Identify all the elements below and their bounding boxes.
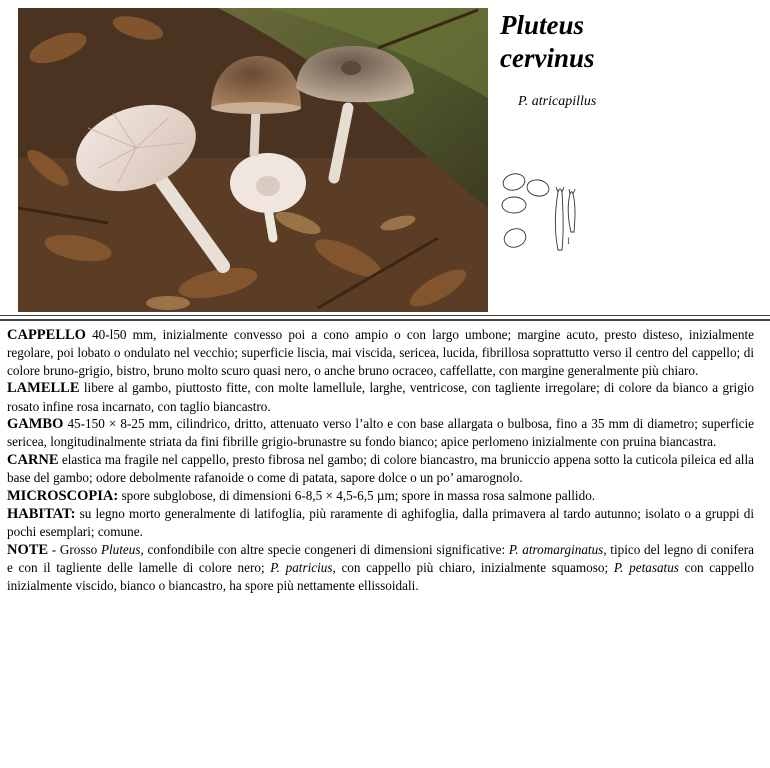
synonym-name: P. atricapillus — [518, 94, 597, 109]
spore-4 — [502, 226, 529, 250]
lamelle-heading: LAMELLE — [7, 380, 80, 397]
lamelle-text: libere al gambo, piuttosto fitte, con molte lamellule, larghe, ventricose, con tagliente irregolare; di colore da bianco a grigio rosato infine rosa incarnato, con taglio biancastro. — [7, 380, 754, 414]
separator-line-bottom — [0, 319, 770, 321]
scale-bar-label: I — [567, 236, 570, 246]
cappello-heading: CAPPELLO — [7, 327, 86, 343]
habitat-text: su legno morto generalmente di latifoglia, più raramente di aghifoglia, dalla primavera al tardo autunno; isolato o a gruppi di pochi esemplari; comune. — [7, 506, 754, 540]
section-carne — [7, 451, 754, 487]
species-title — [500, 9, 595, 75]
note-text: - Grosso — [48, 541, 101, 557]
note-text: , tipico del legno di conifera e con il tagliente delle lamelle di colore nero; — [7, 541, 754, 576]
note-text: , confondibile con altre specie congeneri di dimensioni significative: — [140, 541, 509, 557]
note-heading: NOTE — [7, 541, 49, 558]
note-text: con cappello inizialmente viscido, bianco o biancastro, ha spore più nettamente ellissoidali. — [7, 560, 754, 593]
carne-heading: CARNE — [7, 451, 59, 468]
mushroom-photo — [18, 8, 488, 312]
spore-3 — [502, 197, 526, 213]
microscopia-heading: MICROSCOPIA: — [7, 487, 119, 504]
section-microscopia — [7, 487, 754, 505]
gambo-text: 45-150 × 8-25 mm, cilindrico, dritto, attenuato verso l’alto e con base allargata o bulbosa, fino a 35 mm di diametro; superficie sericea, longitudinalmente striata da fini fibrille grigio-brunastre su fondo bianco; apice perlomeno inizialmente con pruina biancastra. — [7, 416, 754, 450]
carne-text: elastica ma fragile nel cappello, presto fibrosa nel gambo; di colore biancastro, ma bruniccio appena sotto la cuticola pileica ed alla base del gambo; odore debolmente rafanoide o come di patata, sapore dolce o un po’ amarognolo. — [7, 451, 754, 486]
cystidium-2 — [568, 192, 575, 232]
spore-1 — [501, 171, 526, 192]
section-gambo — [7, 415, 754, 451]
genus-name: Pluteus — [500, 10, 585, 40]
microscopia-text: spore subglobose, di dimensioni 6-8,5 × 4,5-6,5 µm; spore in massa rosa salmone pallido. — [118, 487, 596, 503]
section-cappello — [7, 326, 754, 379]
section-note — [7, 541, 754, 594]
note-taxon: P. petasatus — [613, 560, 679, 576]
section-lamelle — [7, 379, 754, 415]
habitat-heading: HABITAT: — [7, 506, 76, 523]
separator-line-top — [0, 315, 770, 316]
spore-cystidia-drawing — [500, 170, 584, 254]
cappello-text: 40-l50 mm, inizialmente convesso poi a cono ampio o con largo umbone; margine acuto, presto disteso, inizialmente regolare, poi lobato o ondulato nel vecchio; superficie liscia, mai viscida, sericea, lucida, fibrillosa soprattutto verso il centro del cappello; di colore bruno-grigio, bistro, bruno molto scuro quasi nero, o anche bruno ocraceo, caffellatte, con margine generalmente più chiaro. — [7, 327, 754, 378]
species-description — [7, 326, 754, 594]
section-habitat — [7, 505, 754, 541]
note-taxon: Pluteus — [100, 541, 141, 557]
note-taxon: P. patricius — [270, 560, 333, 576]
gambo-heading: GAMBO — [7, 416, 64, 433]
note-text: , con cappello più chiaro, inizialmente squamoso; — [332, 560, 614, 576]
spore-2 — [526, 178, 550, 198]
cystidium-1 — [555, 189, 563, 250]
species-name: cervinus — [500, 43, 595, 73]
note-taxon: P. atromarginatus — [508, 541, 604, 557]
